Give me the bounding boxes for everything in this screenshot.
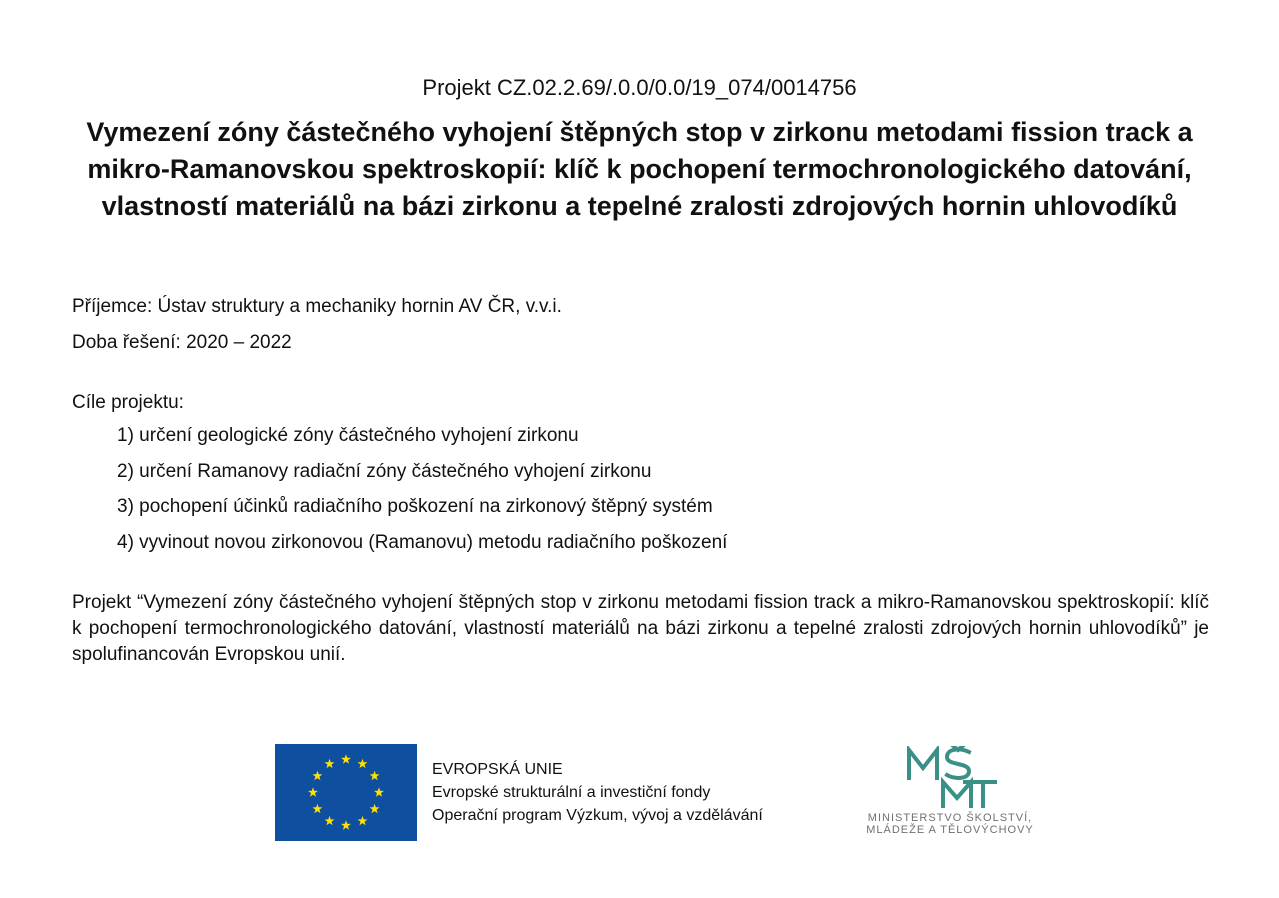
msmt-line-1: MINISTERSTVO ŠKOLSTVÍ, bbox=[867, 812, 1033, 824]
goal-item: 1) určení geologické zóny částečného vyhojení zirkonu bbox=[117, 425, 579, 446]
duration-line: Doba řešení: 2020 – 2022 bbox=[72, 332, 292, 353]
goals-title: Cíle projektu: bbox=[72, 392, 184, 413]
goal-item: 2) určení Ramanovy radiační zóny částečného vyhojení zirkonu bbox=[117, 460, 652, 482]
goal-item: 4) vyvinout novou zirkonovou (Ramanovu) metodu radiačního poškození bbox=[117, 531, 728, 553]
funding-text: Projekt “Vymezení zóny částečného vyhojení štěpných stop v zirkonu metodami fission track a mikro-Ramanovskou spektroskopií: klíč k pochopení termochronologického datování, vlastností materiálů na bázi zirkonu a tepelné zralosti zdrojových hornin uhlovodíků” je spolufinancován Evropskou unií. bbox=[72, 592, 1209, 665]
eu-flag-icon bbox=[275, 744, 417, 841]
project-title: Vymezení zóny částečného vyhojení štěpných stop v zirkonu metodami fission track a mikro-Ramanovskou spektroskopií: klíč k pochopení termochronologického datování, vlastností materiálů na bázi zirkonu a tepelné zralosti zdrojových hornin uhlovodíků bbox=[86, 117, 1193, 221]
eu-funds: Evropské strukturální a investiční fondy bbox=[432, 784, 711, 801]
project-code: Projekt CZ.02.2.69/.0.0/0.0/19_074/0014756 bbox=[422, 75, 857, 100]
msmt-logo-icon bbox=[905, 746, 997, 810]
msmt-text-block bbox=[840, 812, 1060, 836]
eu-program: Operační program Výzkum, vývoj a vzdělávání bbox=[432, 807, 763, 824]
eu-text-block bbox=[432, 758, 763, 827]
goal-item: 3) pochopení účinků radiačního poškození na zirkonový štěpný systém bbox=[117, 496, 713, 517]
eu-name: EVROPSKÁ UNIE bbox=[432, 761, 563, 778]
msmt-line-2: MLÁDEŽE A TĚLOVÝCHOVY bbox=[866, 824, 1034, 836]
recipient-line: Příjemce: Ústav struktury a mechaniky hornin AV ČR, v.v.i. bbox=[72, 296, 562, 317]
goals-list bbox=[117, 424, 727, 566]
